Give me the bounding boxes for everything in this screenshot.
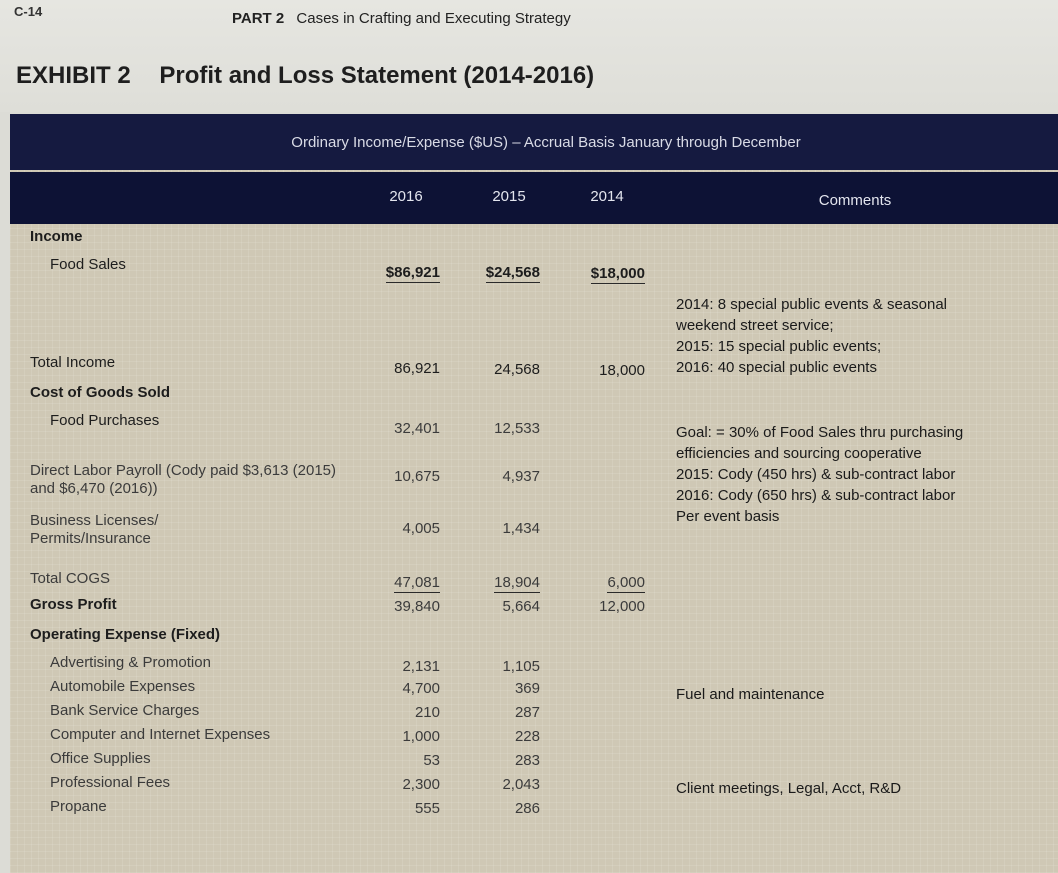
- food-sales-2016: $86,921: [385, 264, 440, 281]
- direct-labor-2016: 10,675: [394, 468, 440, 485]
- professional-fees-2016: 2,300: [402, 776, 440, 793]
- income-section-label: Income: [30, 228, 83, 245]
- row-label-total-income: Total Income: [30, 354, 116, 371]
- comment-cogs: Goal: = 30% of Food Sales thru purchasing efficiencies and sourcing cooperative 2015: Cody (450 hrs) & sub-contract labor 2016: Cody (650 hrs) & sub-contract labor Per event basis: [676, 424, 964, 525]
- automobile-2015: 369: [514, 680, 540, 697]
- business-licenses-2015: 1,434: [502, 520, 540, 537]
- exhibit-title: [16, 62, 594, 90]
- comment-income: 2014: 8 special public events & seasonal weekend street service; 2015: 15 special public events; 2016: 40 special public events: [676, 296, 948, 376]
- gross-profit-2016: 39,840: [394, 598, 440, 615]
- col-header-2016: 2016: [389, 188, 423, 205]
- row-label-direct-labor: Direct Labor Payroll (Cody paid $3,613 (2015) and $6,470 (2016)): [30, 462, 336, 497]
- col-header-2014: 2014: [590, 188, 624, 205]
- part-label: PART 2: [232, 10, 285, 27]
- propane-2016: 555: [414, 800, 440, 817]
- advertising-2016: 2,131: [402, 658, 440, 675]
- page-number: C-14: [14, 4, 43, 19]
- gross-profit-2015: 5,664: [502, 598, 540, 615]
- table-subtitle-band: [10, 114, 1058, 170]
- total-income-2015: 24,568: [494, 361, 540, 378]
- pl-statement-table: [10, 114, 1058, 873]
- row-label-propane: Propane: [50, 798, 107, 815]
- row-label-business-licenses: Business Licenses/ Permits/Insurance: [30, 512, 159, 547]
- row-label-office-supplies: Office Supplies: [50, 750, 151, 767]
- food-purchases-2015: 12,533: [494, 420, 540, 437]
- bank-service-2015: 287: [514, 704, 540, 721]
- row-label-gross-profit: Gross Profit: [30, 596, 117, 613]
- total-cogs-2016: 47,081: [394, 574, 440, 591]
- row-label-total-cogs: Total COGS: [30, 570, 111, 587]
- total-income-2016: 86,921: [394, 360, 440, 377]
- row-label-computer-internet: Computer and Internet Expenses: [50, 726, 271, 743]
- row-label-bank-service: Bank Service Charges: [50, 702, 200, 719]
- bank-service-2016: 210: [414, 704, 440, 721]
- total-cogs-2014: 6,000: [607, 574, 645, 591]
- office-supplies-2016: 53: [423, 752, 440, 769]
- comment-automobile: Fuel and maintenance: [676, 686, 825, 703]
- row-label-automobile: Automobile Expenses: [50, 678, 196, 695]
- office-supplies-2015: 283: [514, 752, 540, 769]
- total-income-2014: 18,000: [599, 362, 645, 379]
- row-label-operating-expense: Operating Expense (Fixed): [30, 626, 221, 643]
- col-header-comments: Comments: [818, 192, 892, 209]
- comment-professional: Client meetings, Legal, Acct, R&D: [676, 780, 902, 797]
- food-sales-2015: $24,568: [485, 264, 540, 281]
- propane-2015: 286: [514, 800, 540, 817]
- row-label-cogs-section: Cost of Goods Sold: [30, 384, 170, 401]
- automobile-2016: 4,700: [402, 680, 440, 697]
- food-purchases-2016: 32,401: [394, 420, 440, 437]
- gross-profit-2014: 12,000: [599, 598, 645, 615]
- row-label-food-purchases: Food Purchases: [50, 412, 160, 429]
- exhibit-label: EXHIBIT 2: [16, 62, 131, 89]
- running-head: [232, 10, 571, 27]
- total-cogs-2015: 18,904: [494, 574, 540, 591]
- column-header-band: [10, 172, 1058, 224]
- computer-internet-2015: 228: [514, 728, 540, 745]
- row-label-advertising: Advertising & Promotion: [50, 654, 211, 671]
- direct-labor-2015: 4,937: [502, 468, 540, 485]
- computer-internet-2016: 1,000: [402, 728, 440, 745]
- professional-fees-2015: 2,043: [502, 776, 540, 793]
- page-header: [0, 0, 1058, 112]
- row-label-professional-fees: Professional Fees: [50, 774, 171, 791]
- col-header-2015: 2015: [492, 188, 526, 205]
- advertising-2015: 1,105: [502, 658, 540, 675]
- section-title: Cases in Crafting and Executing Strategy: [296, 10, 571, 27]
- exhibit-name: Profit and Loss Statement (2014-2016): [159, 62, 595, 89]
- food-sales-2014: $18,000: [590, 265, 645, 282]
- row-label-food-sales: Food Sales: [50, 256, 126, 273]
- business-licenses-2016: 4,005: [402, 520, 440, 537]
- table-subtitle: Ordinary Income/Expense ($US) – Accrual Basis January through December: [291, 133, 801, 151]
